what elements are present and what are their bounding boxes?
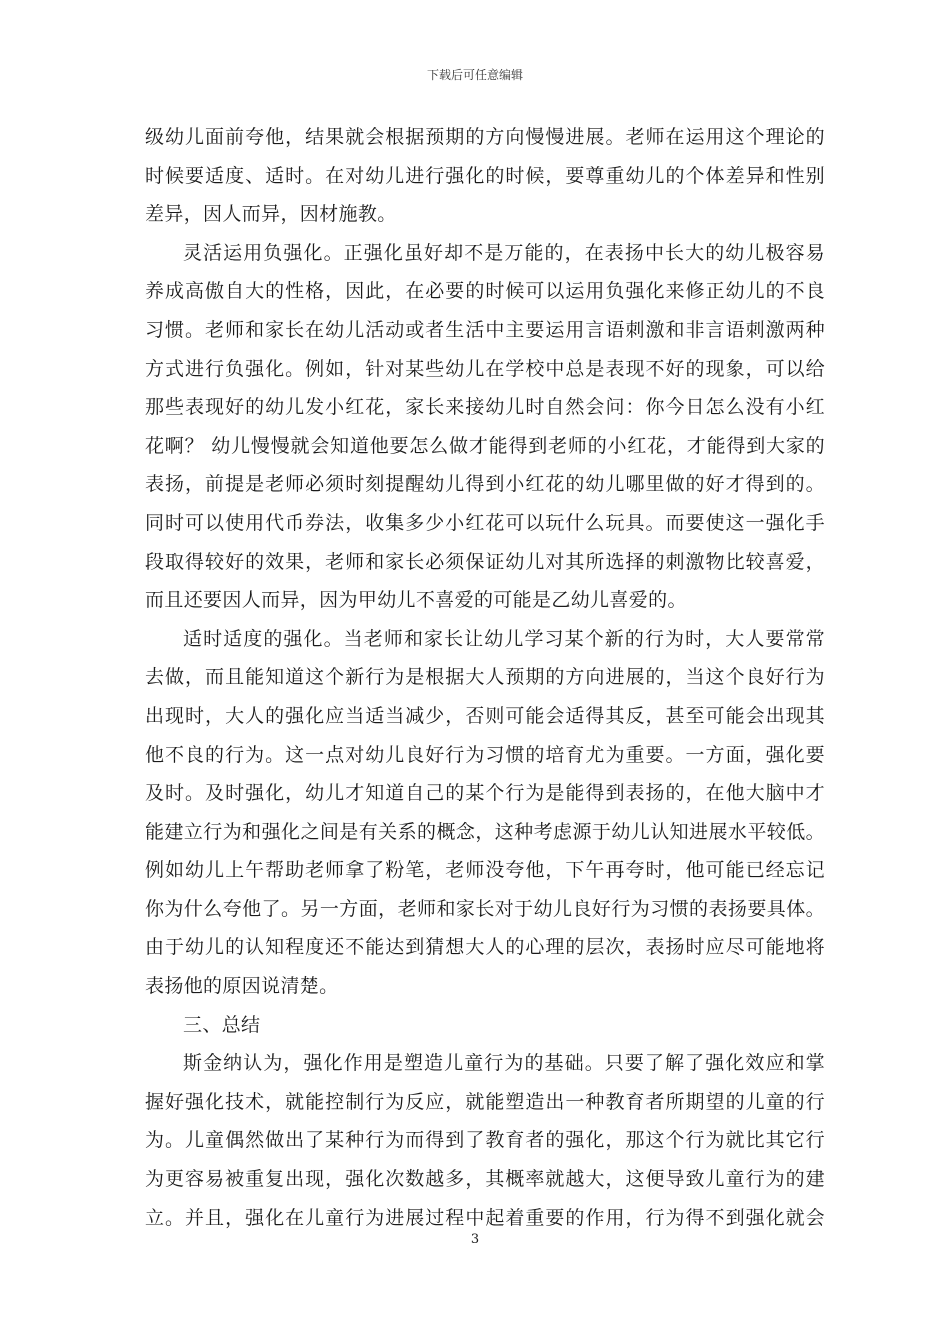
- text-line: 为更容易被重复出现，强化次数越多，其概率就越大，这便导致儿童行为的建: [145, 1168, 825, 1191]
- page-number: 3: [470, 1232, 480, 1247]
- text-line: 习惯。老师和家长在幼儿活动或者生活中主要运用言语刺激和非言语刺激两种: [145, 318, 825, 341]
- text-line: 三、总结: [183, 1013, 261, 1036]
- text-line: 你为什么夸他了。另一方面，老师和家长对于幼儿良好行为习惯的表扬要具体。: [145, 897, 825, 920]
- text-line: 段取得较好的效果，老师和家长必须保证幼儿对其所选择的刺激物比较喜爱，: [145, 550, 825, 573]
- page-header: 下载后可任意编辑: [426, 68, 523, 82]
- text-line: 去做，而且能知道这个新行为是根据大人预期的方向进展的，当这个良好行为: [145, 666, 825, 689]
- text-line: 及时。及时强化，幼儿才知道自己的某个行为是能得到表扬的，在他大脑中才: [145, 782, 825, 805]
- text-line: 立。并且，强化在儿童行为进展过程中起着重要的作用，行为得不到强化就会: [145, 1206, 825, 1229]
- text-line: 斯金纳认为，强化作用是塑造儿童行为的基础。只要了解了强化效应和掌: [183, 1052, 825, 1075]
- text-line: 他不良的行为。这一点对幼儿良好行为习惯的培育尤为重要。一方面，强化要: [145, 743, 825, 766]
- text-line: 时候要适度、适时。在对幼儿进行强化的时候，要尊重幼儿的个体差异和性别: [145, 164, 825, 187]
- text-line: 灵活运用负强化。正强化虽好却不是万能的，在表扬中长大的幼儿极容易: [183, 241, 825, 264]
- text-line: 同时可以使用代币券法，收集多少小红花可以玩什么玩具。而要使这一强化手: [145, 511, 825, 534]
- text-line: 能建立行为和强化之间是有关系的概念，这种考虑源于幼儿认知进展水平较低。: [145, 820, 825, 843]
- text-line: 例如幼儿上午帮助老师拿了粉笔，老师没夸他，下午再夸时，他可能已经忘记: [145, 859, 825, 882]
- text-line: 养成高傲自大的性格，因此，在必要的时候可以运用负强化来修正幼儿的不良: [145, 280, 825, 303]
- text-line: 表扬他的原因说清楚。: [145, 975, 339, 998]
- body-text: [145, 118, 825, 1237]
- text-line: 表扬，前提是老师必须时刻提醒幼儿得到小红花的幼儿哪里做的好才得到的。: [145, 473, 825, 496]
- text-line: 级幼儿面前夸他，结果就会根据预期的方向慢慢进展。老师在运用这个理论的: [145, 126, 825, 148]
- text-line: 花啊？ 幼儿慢慢就会知道他要怎么做才能得到老师的小红花，才能得到大家的: [145, 434, 825, 457]
- text-line: 握好强化技术，就能控制行为反应，就能塑造出一种教育者所期望的儿童的行: [145, 1090, 825, 1113]
- text-line: 出现时，大人的强化应当适当减少，否则可能会适得其反，甚至可能会出现其: [145, 704, 825, 727]
- text-line: 而且还要因人而异，因为甲幼儿不喜爱的可能是乙幼儿喜爱的。: [145, 589, 687, 612]
- text-line: 那些表现好的幼儿发小红花，家长来接幼儿时自然会问：你今日怎么没有小红: [145, 396, 825, 419]
- text-line: 差异，因人而异，因材施教。: [145, 203, 397, 226]
- text-line: 由于幼儿的认知程度还不能达到猜想大人的心理的层次，表扬时应尽可能地将: [145, 936, 825, 959]
- text-line: 适时适度的强化。当老师和家长让幼儿学习某个新的行为时，大人要常常: [183, 627, 825, 650]
- text-line: 为。儿童偶然做出了某种行为而得到了教育者的强化，那这个行为就比其它行: [145, 1129, 825, 1152]
- text-line: 方式进行负强化。例如，针对某些幼儿在学校中总是表现不好的现象，可以给: [145, 357, 825, 380]
